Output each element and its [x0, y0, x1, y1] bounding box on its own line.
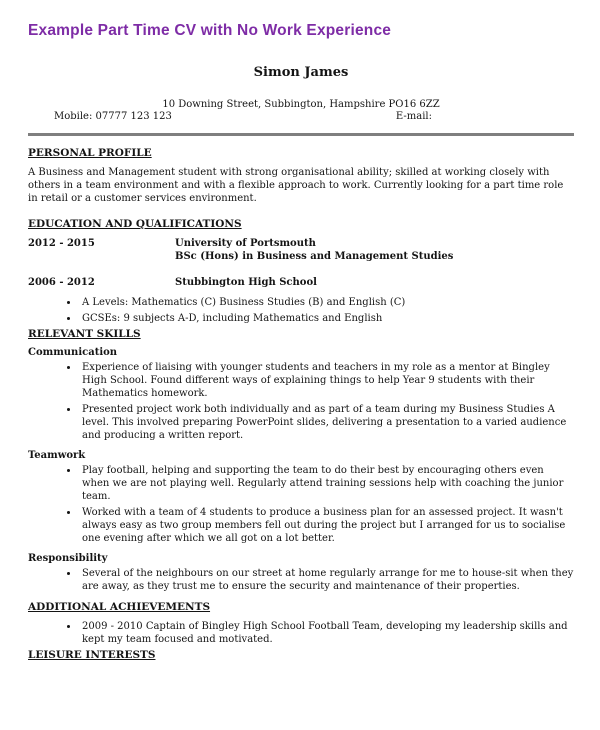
- skill-bullet-list: [79, 567, 574, 593]
- cv-header: [28, 65, 574, 136]
- skill-group-communication: [28, 347, 574, 442]
- education-bullet-list: [79, 296, 574, 325]
- personal-profile-heading: PERSONAL PROFILE: [28, 147, 152, 159]
- mobile-number: Mobile: 07777 123 123: [54, 111, 172, 122]
- section-education: [28, 218, 574, 325]
- skill-group-title: Teamwork: [28, 450, 86, 461]
- page-title: Example Part Time CV with No Work Experience: [28, 22, 392, 39]
- skill-bullet-list: [79, 361, 574, 442]
- education-institution: University of Portsmouth: [175, 238, 316, 249]
- education-heading: EDUCATION AND QUALIFICATIONS: [28, 218, 242, 230]
- leisure-interests-heading: LEISURE INTERESTS: [28, 649, 156, 661]
- education-entry-university: [28, 237, 574, 263]
- education-bullet: • A Levels: Mathematics (C) Business Studies (B) and English (C): [79, 296, 574, 309]
- skill-bullet: • Worked with a team of 4 students to produce a business plan for an assessed project. It wasn't always easy as two group members fell out during the project but I arranged for us to socialise one evening after which we all got on a lot better.: [79, 506, 574, 545]
- email-label: E-mail:: [395, 111, 432, 122]
- section-personal-profile: [28, 147, 574, 205]
- skill-group-teamwork: [28, 450, 574, 545]
- skill-bullet: • Presented project work both individually and as part of a team during my Business Studies A level. This involved preparing PowerPoint slides, delivering a presentation to a varied audience and producing a written report.: [79, 403, 574, 442]
- relevant-skills-heading: RELEVANT SKILLS: [28, 328, 141, 340]
- education-bullet: • GCSEs: 9 subjects A-D, including Mathematics and English: [79, 312, 574, 325]
- education-institution: Stubbington High School: [175, 277, 317, 288]
- skill-group-title: Communication: [28, 347, 118, 358]
- skill-bullet-list: [79, 464, 574, 545]
- skill-group-title: Responsibility: [28, 553, 108, 564]
- section-leisure-interests: [28, 649, 574, 661]
- section-additional-achievements: [28, 601, 574, 646]
- education-detail: [175, 237, 453, 263]
- header-divider: [28, 133, 574, 136]
- personal-profile-text: A Business and Management student with strong organisational ability; skilled at working closely with others in a team environment and with a flexible approach to work. Currently looking for a part time role in retail or a customer services environment.: [28, 167, 564, 204]
- education-qualification: BSc (Hons) in Business and Management Studies: [175, 251, 454, 262]
- education-dates: 2006 - 2012: [28, 277, 95, 288]
- candidate-address: 10 Downing Street, Subbington, Hampshire PO16 6ZZ: [162, 99, 440, 110]
- skill-bullet: • Experience of liaising with younger students and teachers in my role as a mentor at Bingley High School. Found different ways of explaining things to help Year 9 students with their Mathematics homework.: [79, 361, 574, 400]
- education-dates: 2012 - 2015: [28, 238, 95, 249]
- candidate-name: Simon James: [253, 65, 349, 80]
- skill-bullet: • Several of the neighbours on our street at home regularly arrange for me to house-sit when they are away, as they trust me to ensure the security and maintenance of their properties.: [79, 567, 574, 593]
- education-entry-school: [28, 276, 574, 289]
- skill-group-responsibility: [28, 553, 574, 593]
- section-relevant-skills: [28, 328, 574, 593]
- skill-bullet: • Play football, helping and supporting the team to do their best by encouraging others even when we are not playing well. Regularly attend training sessions help with coaching the junior team.: [79, 464, 574, 503]
- contact-row: [28, 111, 574, 122]
- achievement-bullet-list: [79, 620, 574, 646]
- education-detail: [175, 276, 317, 289]
- achievement-bullet: • 2009 - 2010 Captain of Bingley High School Football Team, developing my leadership skills and kept my team focused and motivated.: [79, 620, 574, 646]
- additional-achievements-heading: ADDITIONAL ACHIEVEMENTS: [28, 601, 211, 613]
